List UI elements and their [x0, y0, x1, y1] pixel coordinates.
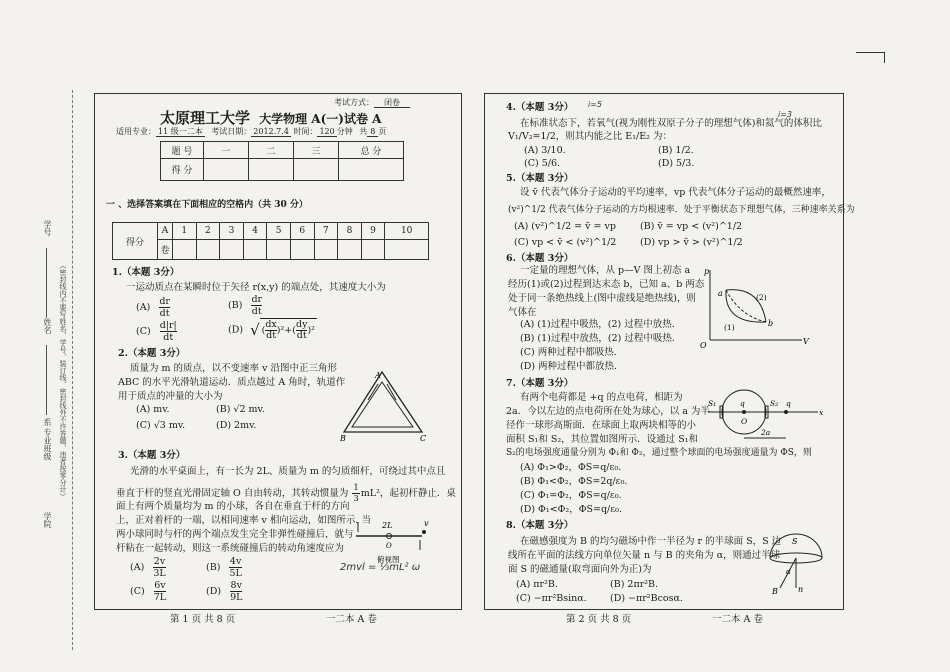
- q4-line-2: V₁/V₂=1/2，则其内能之比 E₁/E₂ 为：: [508, 131, 673, 142]
- q6-label-1: (1): [724, 323, 735, 332]
- q3-label-2l: 2L: [382, 521, 393, 530]
- q3-label-o: O: [386, 542, 392, 550]
- q5-head: 5.（本题 3分）: [506, 173, 574, 184]
- margin-name: 姓名: [43, 318, 52, 334]
- q7-charge-left: [742, 410, 746, 414]
- answer-cell-4: [243, 240, 267, 260]
- seal-dash-line: [72, 90, 73, 650]
- q6-option-a: (A) (1)过程中吸热，(2) 过程中放热.: [520, 319, 675, 330]
- answer-num-5: 5: [267, 223, 291, 240]
- page-unit: 页: [378, 127, 387, 136]
- q3-line-4: 上，正对着杆的一端，以相同速率 v 相向运动，如图所示. 当: [116, 515, 371, 526]
- answer-num-3: 3: [220, 223, 244, 240]
- q6-option-b: (B) (1)过程中放热，(2) 过程中吸热.: [520, 333, 675, 344]
- q8-label-b: B: [772, 587, 778, 596]
- q1-option-c: [136, 320, 177, 343]
- q2-line-2: ABC 的水平光滑轨道运动．质点越过 A 角时，轨道作: [118, 377, 346, 388]
- q1-head: 1.（本题 3分）: [112, 267, 180, 278]
- q2-line-1: 质量为 m 的质点，以不变速率 v 沿图中正三角形: [130, 363, 337, 374]
- q2-triangle-figure: [340, 370, 430, 445]
- q6-option-d: (D) 两种过程中都放热.: [520, 361, 618, 372]
- q1-a-label: (A): [136, 302, 151, 313]
- q4-handwriting-1: i=5: [588, 100, 603, 109]
- q2-option-b: (B) √2 mv.: [216, 404, 265, 415]
- q3-b-num: 4v: [229, 556, 242, 567]
- q8-hemisphere-figure: [766, 530, 826, 596]
- footer-left-page: 第 1 页 共 8 页: [170, 614, 236, 625]
- q7-charge-right: [784, 410, 788, 414]
- q1-d-den1: dt: [266, 330, 277, 341]
- q6-option-c: (C) 两种过程中都吸热.: [520, 347, 617, 358]
- q3-line-6: 杆粘在一起转动，则这一系统碰撞后的转动角速度应为: [116, 543, 345, 554]
- answer-num-9: 9: [361, 223, 385, 240]
- footer-right-page: 第 2 页 共 8 页: [566, 614, 632, 625]
- q3-b-den: 5L: [229, 568, 242, 579]
- q4-option-a: (A) 3/10.: [524, 145, 566, 156]
- q7-label-2a: 2a: [761, 428, 771, 437]
- q3-option-c: [130, 580, 166, 603]
- margin-line-2: [46, 345, 47, 415]
- q1-c-num: d|r|: [159, 320, 177, 331]
- q7-option-a: (A) Φ₁>Φ₂，ΦS=q/ε₀.: [520, 462, 622, 473]
- major-label: 适用专业：: [116, 127, 156, 136]
- q1-b-den: dt: [251, 306, 262, 317]
- binding-margin: [0, 0, 92, 672]
- score-cell-3: [294, 159, 339, 181]
- q7-label-o: O: [741, 417, 748, 426]
- q8-line-1: 在磁感强度为 B 的均匀磁场中作一半径为 r 的半球面 S，S 边: [520, 536, 782, 547]
- q2-option-d: (D) 2mv.: [216, 420, 257, 431]
- q7-line-4: 面积 S₁和 S₂，其位置如图所示．设通过 S₁和: [506, 434, 699, 445]
- margin-notice: （密封线内不要写姓名、学号，装订线、密封线外不许答题，违者按零分计）: [59, 262, 67, 500]
- q2-head: 2.（本题 3分）: [118, 348, 186, 359]
- q7-charges-figure: [706, 388, 830, 448]
- q2-stem: [118, 362, 350, 404]
- q7-label-s1: S₁: [708, 399, 717, 408]
- q6-line-1: 一定量的理想气体，从 p—V 图上初态 a: [520, 265, 691, 276]
- q1-c-den: dt: [163, 332, 174, 343]
- footer-right-tag: 一二本 A 卷: [712, 614, 763, 625]
- q6-label-o: O: [700, 341, 707, 350]
- q3-d-den: 9L: [230, 592, 243, 603]
- q3-option-d: [206, 580, 242, 603]
- score-header-3: 三: [294, 142, 339, 159]
- exam-mode-label: 考试方式：: [334, 98, 374, 107]
- q7-line-3: 径作一球形高斯面．在球面上取两块相等的小: [506, 420, 697, 431]
- q3-ball-right: [422, 530, 426, 534]
- margin-dept-class: 系 专业班级: [43, 418, 52, 461]
- q7-head: 7.（本题 3分）: [506, 378, 574, 389]
- q1-b-num: dr: [251, 294, 263, 305]
- time-value: 120: [319, 127, 335, 136]
- q5-line-2: (v²)^1/2 代表气体分子运动的方均根速率．处于平衡状态下理想气体，三种速率关系为: [508, 205, 855, 215]
- q1-d-label: (D): [228, 324, 244, 336]
- q3-d-num: 8v: [230, 580, 242, 591]
- q3-d-label: (D): [206, 586, 222, 597]
- q1-a-den: dt: [159, 308, 170, 319]
- q2-label-c: C: [420, 434, 427, 443]
- q6-stem: [508, 264, 708, 320]
- answer-num-8: 8: [338, 223, 362, 240]
- answer-cell-9: [361, 240, 385, 260]
- q8-option-c: (C) −πr²Bsinα.: [516, 593, 587, 604]
- q3-body: [116, 500, 371, 556]
- q3-fig-caption: 俯视图: [377, 555, 400, 564]
- answer-num-4: 4: [243, 223, 267, 240]
- q8-line-3: 面 S 的磁通量(取弯面向外为正)为: [508, 564, 652, 575]
- score-cell-2: [249, 159, 294, 181]
- q7-label-q-right: q: [786, 399, 791, 408]
- q6-pv-diagram: [700, 266, 810, 348]
- answer-cell-3: [220, 240, 244, 260]
- answer-cell-8: [338, 240, 362, 260]
- q6-line-4: 气体在: [508, 307, 537, 318]
- course-name: 大学物理 A(一)试卷 A: [259, 112, 382, 126]
- q7-option-b: (B) Φ₁<Φ₂，ΦS=2q/ε₀.: [520, 476, 628, 487]
- q8-option-a: (A) πr²B.: [516, 579, 558, 590]
- q7-label-x: x: [819, 408, 824, 417]
- q7-label-q-left: q: [740, 399, 745, 408]
- q3-c-num: 6v: [154, 580, 166, 591]
- q7-label-s2: S₂: [770, 399, 779, 408]
- q1-d-den2: dt: [296, 330, 307, 341]
- exam-mode-value: 闭卷: [374, 98, 410, 108]
- q3-line-1: 光滑的水平桌面上，有一长为 2L、质量为 m 的匀质细杆，可绕过其中点且: [130, 466, 446, 477]
- q3-head: 3.（本题 3分）: [118, 450, 186, 461]
- q3-inertia-tail: mL²，起初杆静止．桌: [360, 488, 456, 499]
- q2-option-c: (C) √3 mv.: [136, 420, 186, 431]
- q3-line-5: 两小球同时与杆的两个端点发生完全非弹性碰撞后，就与: [116, 529, 354, 540]
- q1-d-dx: dx: [265, 319, 277, 330]
- q3-inertia-den: 3: [353, 494, 359, 504]
- q1-a-num: dr: [159, 296, 170, 307]
- score-cell-total: [339, 159, 404, 181]
- q3-b-label: (B): [206, 562, 221, 573]
- score-header-2: 二: [249, 142, 294, 159]
- answer-grid-juan: 卷: [158, 240, 173, 260]
- q2-line-3: 用于质点的冲量的大小为: [118, 391, 223, 402]
- date-value: 2012.7.4: [253, 127, 289, 136]
- q7-line-2: 2a．今以左边的点电荷所在处为球心，以 a 为半: [506, 406, 710, 417]
- q6-label-v: V: [803, 337, 809, 346]
- score-cell-1: [204, 159, 249, 181]
- margin-line-1: [46, 248, 47, 318]
- answer-cell-5: [267, 240, 291, 260]
- q2-label-b: B: [340, 434, 346, 443]
- answer-grid: [112, 222, 429, 260]
- q6-head: 6.（本题 3分）: [506, 253, 574, 264]
- answer-num-1: 1: [173, 223, 197, 240]
- q1-option-a: [136, 296, 170, 319]
- answer-cell-10: [385, 240, 429, 260]
- time-label: 时间：: [293, 127, 318, 136]
- answer-cell-6: [290, 240, 314, 260]
- q6-label-p: p: [704, 267, 710, 276]
- q1-c-label: (C): [136, 326, 151, 337]
- minutes-label: 分钟: [336, 127, 353, 136]
- score-header-total: 总 分: [339, 142, 404, 159]
- q6-line-3: 处于同一条绝热线上(图中虚线是绝热线)，则: [508, 293, 696, 304]
- answer-grid-label: 得分: [113, 223, 158, 260]
- answer-cell-1: [173, 240, 197, 260]
- q8-label-n: n: [798, 585, 804, 594]
- q7-line-5: S₂的电场强度通量分别为 Φ₁和 Φ₂，通过整个球面的电场强度通量为 ΦS，则: [506, 448, 812, 458]
- q3-a-num: 2v: [153, 556, 166, 567]
- q6-label-2: (2): [756, 293, 767, 302]
- q4-option-c: (C) 5/6.: [524, 158, 561, 169]
- q5-option-b: (B) v̄ = vp < (v²)^1/2: [640, 221, 743, 232]
- q1-option-b: [228, 294, 262, 317]
- q3-option-b: [206, 556, 242, 579]
- corner-mark: [856, 52, 885, 63]
- q3-rod-figure: [352, 516, 432, 566]
- q8-line-2: 线所在平面的法线方向单位矢量 n 与 B 的夹角为 α，则通过半球: [508, 550, 781, 561]
- q1-stem: 一运动质点在某瞬时位于矢径 r(x,y) 的端点处，其速度大小为: [126, 282, 386, 293]
- q3-line-2-text: 垂直于杆的竖直光滑固定轴 O 自由转动，其转动惯量为: [116, 488, 349, 499]
- q4-option-d: (D) 5/3.: [658, 158, 695, 169]
- q6-label-a: a: [718, 289, 723, 298]
- margin-student-id: 学号: [43, 220, 52, 236]
- answer-cell-7: [314, 240, 338, 260]
- q4-line-1: 在标准状态下，若氧气(视为刚性双原子分子的理想气体)和氦气的体积比: [520, 118, 822, 129]
- q5-option-c: (C) vp < v̄ < (v²)^1/2: [514, 237, 617, 248]
- q4-handwriting-2: i=3: [778, 110, 793, 119]
- score-row-label: 得 分: [161, 159, 204, 181]
- q1-option-d: (D) √( $\frac{dx}{dt}$ )²+( $\frac{dy}{dt}$ )²: [228, 319, 315, 341]
- total-pages: 8: [367, 127, 378, 137]
- footer-left-tag: 一二本 A 卷: [326, 614, 377, 625]
- q7-stem: [506, 391, 710, 447]
- q3-line-3: 面上有两个质量均为 m 的小球，各自在垂直于杆的方向: [116, 501, 350, 512]
- q1-d-dy: dy: [295, 319, 308, 330]
- q3-a-label: (A): [130, 562, 145, 573]
- q3-c-den: 7L: [153, 592, 167, 603]
- q8-option-b: (B) 2πr²B.: [610, 579, 659, 590]
- answer-num-7: 7: [314, 223, 338, 240]
- q6-line-2: 经历(1)或(2)过程到达末态 b，已知 a、b 两态: [508, 279, 705, 290]
- answer-grid-a: A: [158, 223, 173, 240]
- q3-c-label: (C): [130, 586, 145, 597]
- q7-line-1: 有两个电荷都是 +q 的点电荷，相距为: [520, 392, 683, 403]
- major-value: 11 级一二本: [158, 127, 203, 136]
- q2-option-a: (A) mv.: [136, 404, 170, 415]
- q6-label-b: b: [768, 319, 774, 328]
- q5-option-a: (A) (v²)^1/2 = v̄ = vp: [514, 221, 616, 232]
- margin-school: 学院: [43, 512, 52, 528]
- q3-label-v: v: [424, 519, 429, 528]
- exam-info-line: [116, 125, 386, 138]
- answer-num-6: 6: [290, 223, 314, 240]
- answer-cell-2: [196, 240, 220, 260]
- section1-title: 一 、选择答案填在下面相应的空格内（共 30 分）: [106, 200, 308, 210]
- answer-num-10: 10: [385, 223, 429, 240]
- answer-num-2: 2: [196, 223, 220, 240]
- q1-b-label: (B): [228, 300, 243, 311]
- score-header-number: 题 号: [161, 142, 204, 159]
- q7-option-d: (D) Φ₁<Φ₂，ΦS=q/ε₀.: [520, 504, 622, 515]
- q7-option-c: (C) Φ₁=Φ₂，ΦS=q/ε₀.: [520, 490, 622, 501]
- q3-a-den: 3L: [153, 568, 166, 579]
- date-label: 考试日期：: [211, 127, 252, 136]
- q8-label-s: S: [792, 537, 798, 546]
- score-header-1: 一: [204, 142, 249, 159]
- q5-option-d: (D) vp > v̄ > (v²)^1/2: [640, 237, 743, 248]
- q4-option-b: (B) 1/2.: [658, 145, 694, 156]
- q5-line-1: 设 v̄ 代表气体分子运动的平均速率，vp 代表气体分子运动的最概然速率，: [520, 187, 831, 198]
- q3-option-a: [130, 556, 166, 579]
- q3-inertia-num: 1: [353, 483, 359, 493]
- q4-head: 4.（本题 3分）: [506, 102, 574, 113]
- q3-handwriting: 2mvl = ⅓mL² ω: [340, 562, 421, 573]
- total-label: 共: [359, 127, 368, 136]
- score-table: [160, 141, 404, 181]
- q8-label-alpha: α: [786, 568, 791, 576]
- q8-head: 8.（本题 3分）: [506, 520, 574, 531]
- q2-label-a: A: [375, 371, 381, 380]
- university-name: 太原理工大学: [160, 109, 251, 127]
- q8-option-d: (D) −πr²Bcosα.: [610, 593, 683, 604]
